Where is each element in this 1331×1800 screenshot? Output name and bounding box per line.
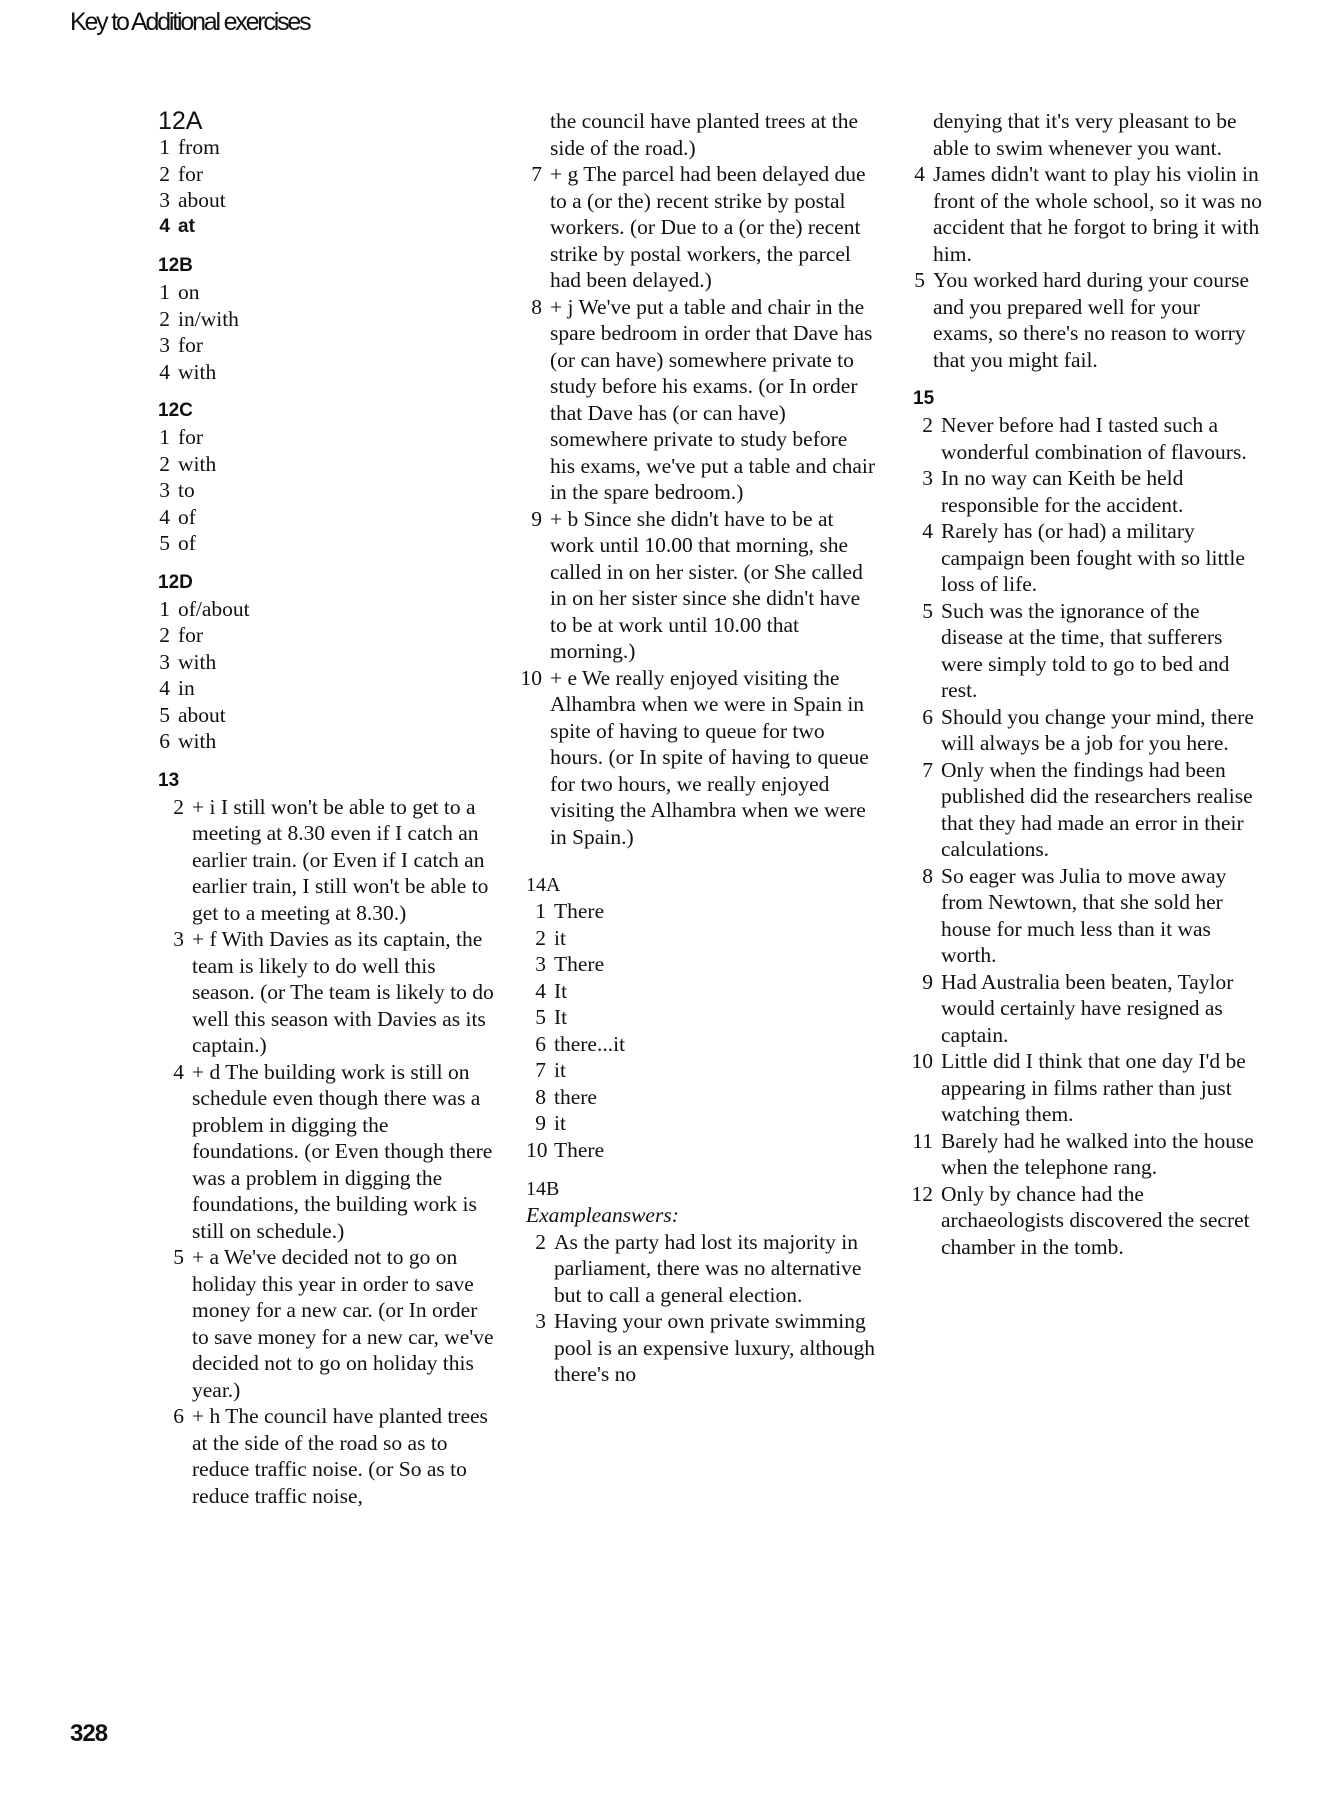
answer-item [526,1004,876,1031]
answer-item [508,506,876,665]
item-number: 10 [526,1137,548,1162]
answer-item [150,1059,498,1245]
section-12b [158,253,498,385]
item-text: + a We've decided not to go on holiday this year in order to save money for a new car. (or In order to save money for a new car, we've decided not to go on holiday this year.) [192,1245,494,1402]
answer-item [526,925,876,952]
answer-item [150,794,498,927]
answer-item [158,530,498,557]
item-number: 7 [922,757,933,782]
item-text: James didn't want to play his violin in front of the whole school, so it was no accident that he forgot to bring it with him. [933,162,1263,266]
answer-item [903,757,1263,863]
section-heading: 14B [526,1178,560,1200]
item-text: it [554,1058,566,1082]
section-15 [903,386,1263,1260]
item-number: 2 [173,794,184,819]
item-number: 4 [173,1059,184,1084]
item-number: 4 [914,162,925,186]
answer-item [150,1403,498,1509]
item-text: with [178,359,217,384]
item-number: 8 [535,1084,546,1109]
item-text: Only by chance had the archaeologists discovered the secret chamber in the tomb. [941,1181,1250,1259]
item-text: + j We've put a table and chair in the spare bedroom in order that Dave has (or can have) somewhere private to study before his exams. (or In order that Dave has (or can have) somewhere private to study before his exams, we've put a table and chair in the spare bedroom.) [550,294,876,504]
item-number: 5 [159,531,170,555]
item-text: Rarely has (or had) a military campaign been fought with so little loss of life. [941,519,1245,596]
item-number: 5 [535,1005,546,1029]
column-2 [520,108,876,1388]
item-text: + e We really enjoyed visiting the Alhambra when we were in Spain in spite of having to queue for two hours. (or In spite of having to queue for two hours, we really enjoyed visiting the Alhambra when we were in Spain.) [550,665,869,849]
answer-item [903,704,1263,757]
column-1 [158,108,498,1509]
item-text: in [178,676,195,700]
item-text: Had Australia been beaten, Taylor would certainly have resigned as captain. [941,969,1234,1047]
item-text: with [178,451,217,476]
item-number: 3 [922,466,933,490]
answer-item [903,863,1263,969]
item-text: to [178,478,195,502]
item-number: 2 [159,623,170,647]
answer-item [526,1308,876,1388]
answer-item [508,665,876,851]
item-number: 4 [535,978,546,1003]
answer-item [903,518,1263,598]
answer-item [158,649,498,676]
item-number: 10 [911,1049,933,1073]
answer-item [526,898,876,925]
item-text: + h The council have planted trees at the side of the road so as to reduce traffic noise. (or So as to reduce traffic noise, [192,1404,488,1508]
item-text: Never before had I tasted such a wonderful combination of flavours. [941,413,1247,464]
item-text: + g The parcel had been delayed due to a (or the) recent strike by postal workers. (or Due to a (or the) recent strike by postal workers, the parcel had been delayed.) [550,162,866,292]
item-text: at [178,215,195,237]
answer-item [526,1137,876,1164]
item-number: 3 [159,333,170,357]
answer-item [158,306,498,333]
item-number: 6 [173,1404,184,1428]
item-number: 3 [159,649,170,674]
item-text: + i I still won't be able to get to a meeting at 8.30 even if I catch an earlier train. (or Even if I catch an earlier train, I still won't be able to get to a meeting at 8.30.) [192,794,489,925]
item-text: of/about [178,596,250,621]
section-12a [158,108,498,240]
item-number: 6 [922,704,933,729]
item-text: Should you change your mind, there will always be a job for you here. [941,704,1254,755]
answer-item [905,108,1263,161]
item-text: in/with [178,306,239,331]
section-heading: 12B [158,255,193,276]
answer-item [158,477,498,504]
item-text: Barely had he walked into the house when the telephone rang. [941,1128,1254,1179]
page-number: 328 [70,1720,108,1747]
item-text: for [178,161,204,186]
item-number: 9 [535,1111,546,1135]
item-text: about [178,702,226,727]
answer-item [526,1084,876,1111]
item-number: 8 [922,863,933,888]
item-text: There [554,1137,605,1162]
item-number: 4 [922,519,933,543]
item-text: It [554,978,568,1003]
item-number: 2 [159,306,170,331]
answer-item [526,951,876,978]
item-text: for [178,425,204,449]
answer-item [903,1128,1263,1181]
item-text: In no way can Keith be held responsible for the accident. [941,466,1184,517]
answer-item [158,187,498,214]
item-number: 4 [159,359,170,384]
item-number: 3 [159,478,170,502]
answer-item [158,332,498,359]
item-number: 5 [173,1245,184,1269]
item-number: 1 [159,135,170,159]
item-number: 5 [159,702,170,727]
answer-item [508,294,876,506]
answer-item [905,267,1263,373]
answer-item [158,134,498,161]
item-number: 9 [922,969,933,994]
item-text: Such was the ignorance of the disease at the time, that sufferers were simply told to go to bed and rest. [941,598,1230,702]
item-text: + d The building work is still on schedule even though there was a problem in digging the foundations. (or Even though there was a problem in digging the foundations, the building work is still on schedule.) [192,1059,493,1243]
section-13-continued [508,108,876,850]
section-13 [150,768,498,1510]
section-12d [158,570,498,755]
section-12c [158,398,498,557]
item-number: 3 [535,952,546,976]
section-heading: 15 [913,388,935,409]
section-14b-continued [905,108,1263,373]
answer-item [903,412,1263,465]
answer-item [158,702,498,729]
answer-item [158,214,498,241]
item-number: 2 [535,925,546,950]
answer-item [158,596,498,623]
section-14a [526,872,876,1163]
answer-item [508,108,876,161]
item-number: 1 [535,899,546,923]
answer-item [158,728,498,755]
section-subtitle: Exampleanswers: [526,1203,679,1227]
answer-item [158,451,498,478]
item-text: for [178,333,204,357]
item-text: Only when the findings had been published did the researchers realise that they had made an error in their calculations. [941,757,1253,861]
item-number: 3 [535,1309,546,1333]
item-text: of [178,504,196,529]
item-number: 1 [159,596,170,621]
item-text: + b Since she didn't have to be at work until 10.00 that morning, she called in on her sister. (or She called in on her sister since she didn't have to be at work until 10.00 that morning.) [550,506,863,663]
item-text: there...it [554,1031,626,1056]
item-number: 2 [535,1229,546,1254]
item-text: You worked hard during your course and you prepared well for your exams, so there's no reason to worry that you might fail. [933,268,1250,372]
section-14b [526,1176,876,1388]
section-heading: 12D [158,571,193,593]
item-text: + f With Davies as its captain, the team is likely to do well this season. (or The team is likely to do well this season with Davies as its captain.) [192,927,494,1057]
answer-item [905,161,1263,267]
running-head: Key to Additional exercises [70,8,310,36]
item-number: 2 [159,451,170,476]
item-number: 4 [159,504,170,529]
section-heading: 13 [158,769,180,791]
item-number: 7 [531,162,542,186]
answer-item [150,926,498,1059]
item-text: Having your own private swimming pool is an expensive luxury, although there's no [554,1309,876,1386]
item-number: 3 [173,927,184,951]
item-text: about [178,188,226,212]
section-heading: 14A [526,874,561,896]
answer-item [903,1048,1263,1128]
item-number: 3 [159,188,170,212]
item-text: So eager was Julia to move away from Newtown, that she sold her house for much less than it was worth. [941,863,1227,967]
item-text: Little did I think that one day I'd be appearing in films rather than just watching them. [941,1049,1246,1126]
answer-item [158,622,498,649]
item-text: it [554,1111,566,1135]
item-number: 5 [922,598,933,623]
item-text: There [554,899,605,923]
item-number: 4 [159,676,170,700]
answer-item [158,424,498,451]
item-number: 12 [911,1181,933,1206]
item-number [905,108,925,161]
item-text: with [178,649,217,674]
answer-item [903,969,1263,1049]
answer-item [903,1181,1263,1261]
item-text: it [554,925,566,950]
answer-item [903,598,1263,704]
answer-item [508,161,876,294]
answer-item [526,1057,876,1084]
item-text: As the party had lost its majority in parliament, there was no alternative but to call a general election. [554,1229,862,1307]
item-text: the council have planted trees at the side of the road.) [550,109,859,160]
item-text: denying that it's very pleasant to be able to swim whenever you want. [933,109,1237,160]
section-heading: 12A [158,107,203,135]
item-text: with [178,729,217,753]
item-number: 1 [159,425,170,449]
item-number: 10 [520,665,542,690]
answer-item [526,978,876,1005]
item-number: 5 [914,268,925,292]
item-number: 7 [535,1058,546,1082]
item-number: 6 [159,729,170,753]
column-3 [911,108,1263,1260]
item-number: 2 [159,161,170,186]
item-text: There [554,952,605,976]
answer-item [158,504,498,531]
answer-item [158,675,498,702]
item-text: for [178,623,204,647]
answer-item [150,1244,498,1403]
item-number: 9 [531,506,542,531]
answer-item [526,1229,876,1309]
answer-item [158,359,498,386]
item-text: there [554,1084,597,1109]
item-number: 2 [922,413,933,437]
answer-item [903,465,1263,518]
item-number: 8 [531,294,542,319]
item-number [508,108,542,161]
item-text: on [178,280,200,304]
answer-item [158,279,498,306]
answer-item [526,1110,876,1137]
item-number: 6 [535,1031,546,1056]
item-number: 4 [159,215,170,237]
item-text: It [554,1005,568,1029]
item-number: 11 [912,1128,933,1153]
section-heading: 12C [158,400,193,421]
answer-item [526,1031,876,1058]
item-text: of [178,531,196,555]
answer-item [158,161,498,188]
item-text: from [178,135,220,159]
item-number: 1 [159,280,170,304]
